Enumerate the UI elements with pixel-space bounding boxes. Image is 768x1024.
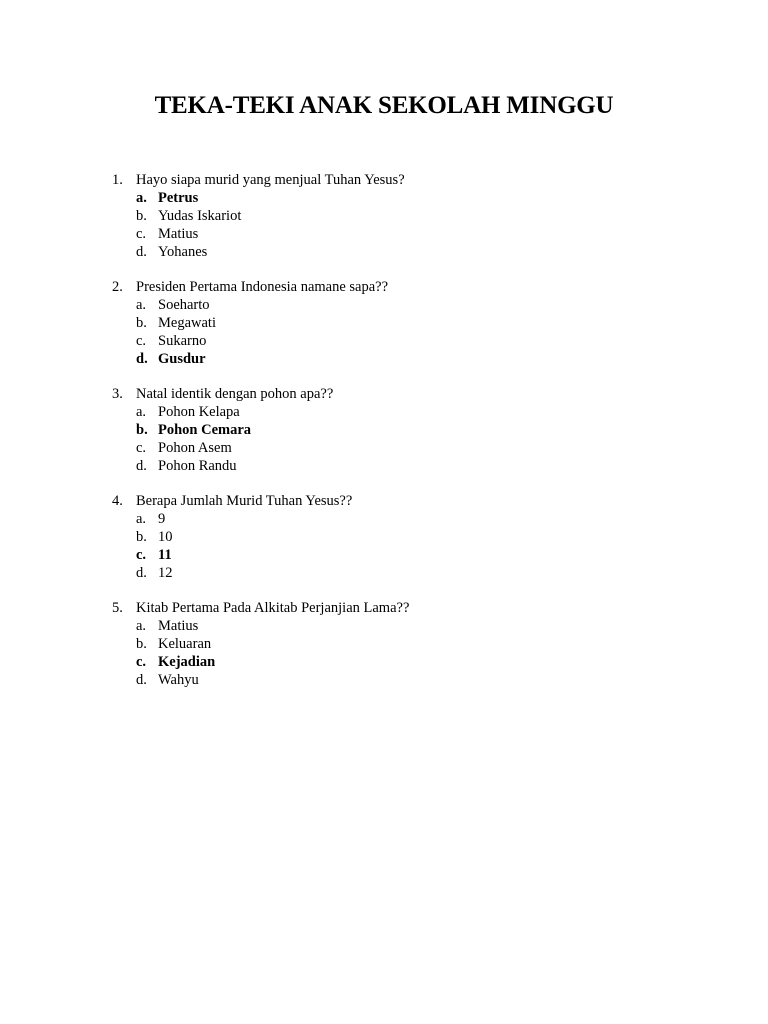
answer-option — [112, 547, 672, 565]
option-text: Pohon Kelapa — [158, 403, 240, 420]
option-text: Kejadian — [158, 653, 216, 670]
answer-option — [112, 565, 672, 583]
option-text: Soeharto — [158, 296, 210, 313]
option-text: Megawati — [158, 314, 216, 331]
option-text: Petrus — [158, 189, 199, 206]
answer-option — [112, 636, 672, 654]
question-item — [112, 600, 672, 689]
question-number: 4. — [112, 493, 123, 510]
option-letter: a. — [136, 618, 147, 635]
question-item — [112, 279, 672, 368]
answer-option — [112, 351, 672, 369]
answer-option — [112, 404, 672, 422]
answer-option — [112, 244, 672, 262]
question-text: Kitab Pertama Pada Alkitab Perjanjian Lama?? — [136, 600, 410, 617]
option-text: Sukarno — [158, 332, 207, 349]
option-letter: d. — [136, 671, 147, 688]
option-letter: d. — [136, 350, 148, 367]
answer-option — [112, 511, 672, 529]
option-text: Gusdur — [158, 350, 206, 367]
question-item — [112, 172, 672, 261]
question-text: Natal identik dengan pohon apa?? — [136, 386, 334, 403]
option-letter: c. — [136, 653, 147, 670]
question-number: 3. — [112, 386, 123, 403]
option-letter: a. — [136, 189, 147, 206]
option-letter: a. — [136, 511, 147, 528]
question-text: Hayo siapa murid yang menjual Tuhan Yesus? — [136, 172, 405, 188]
option-text: 12 — [158, 564, 173, 581]
option-text: Wahyu — [158, 671, 199, 688]
option-text: Pohon Randu — [158, 457, 237, 474]
answer-option — [112, 333, 672, 351]
option-letter: d. — [136, 457, 147, 474]
option-text: Yohanes — [158, 243, 208, 260]
option-letter: b. — [136, 635, 147, 652]
question-text: Berapa Jumlah Murid Tuhan Yesus?? — [136, 493, 353, 510]
question-number: 5. — [112, 600, 123, 617]
question-line — [112, 600, 672, 618]
option-text: Matius — [158, 225, 199, 242]
page-title: TEKA-TEKI ANAK SEKOLAH MINGGU — [154, 92, 614, 119]
answer-option — [112, 297, 672, 315]
quiz-list — [112, 172, 672, 707]
answer-option — [112, 458, 672, 476]
question-item — [112, 386, 672, 475]
option-text: 10 — [158, 528, 173, 545]
option-letter: d. — [136, 243, 147, 260]
option-letter: c. — [136, 546, 147, 563]
answer-option — [112, 618, 672, 636]
question-line — [112, 279, 672, 297]
option-letter: b. — [136, 207, 147, 224]
answer-option — [112, 422, 672, 440]
option-text: Pohon Asem — [158, 439, 232, 456]
option-text: Yudas Iskariot — [158, 207, 242, 224]
option-letter: b. — [136, 421, 148, 438]
option-text: Pohon Cemara — [158, 421, 252, 438]
option-letter: d. — [136, 564, 147, 581]
question-line — [112, 493, 672, 511]
question-number: 1. — [112, 172, 123, 188]
option-text: Keluaran — [158, 635, 212, 652]
question-number: 2. — [112, 279, 123, 296]
question-line — [112, 386, 672, 404]
option-letter: c. — [136, 332, 147, 349]
answer-option — [112, 208, 672, 226]
option-text: Matius — [158, 618, 199, 635]
question-line — [112, 172, 672, 190]
answer-option — [112, 190, 672, 208]
option-letter: c. — [136, 225, 147, 242]
option-letter: a. — [136, 403, 147, 420]
answer-option — [112, 672, 672, 690]
option-letter: c. — [136, 439, 147, 456]
option-text: 9 — [158, 511, 166, 528]
answer-option — [112, 440, 672, 458]
answer-option — [112, 226, 672, 244]
option-letter: b. — [136, 528, 147, 545]
answer-option — [112, 315, 672, 333]
answer-option — [112, 529, 672, 547]
option-letter: a. — [136, 296, 147, 313]
option-letter: b. — [136, 314, 147, 331]
question-text: Presiden Pertama Indonesia namane sapa?? — [136, 279, 389, 296]
question-item — [112, 493, 672, 582]
answer-option — [112, 654, 672, 672]
option-text: 11 — [158, 546, 172, 563]
